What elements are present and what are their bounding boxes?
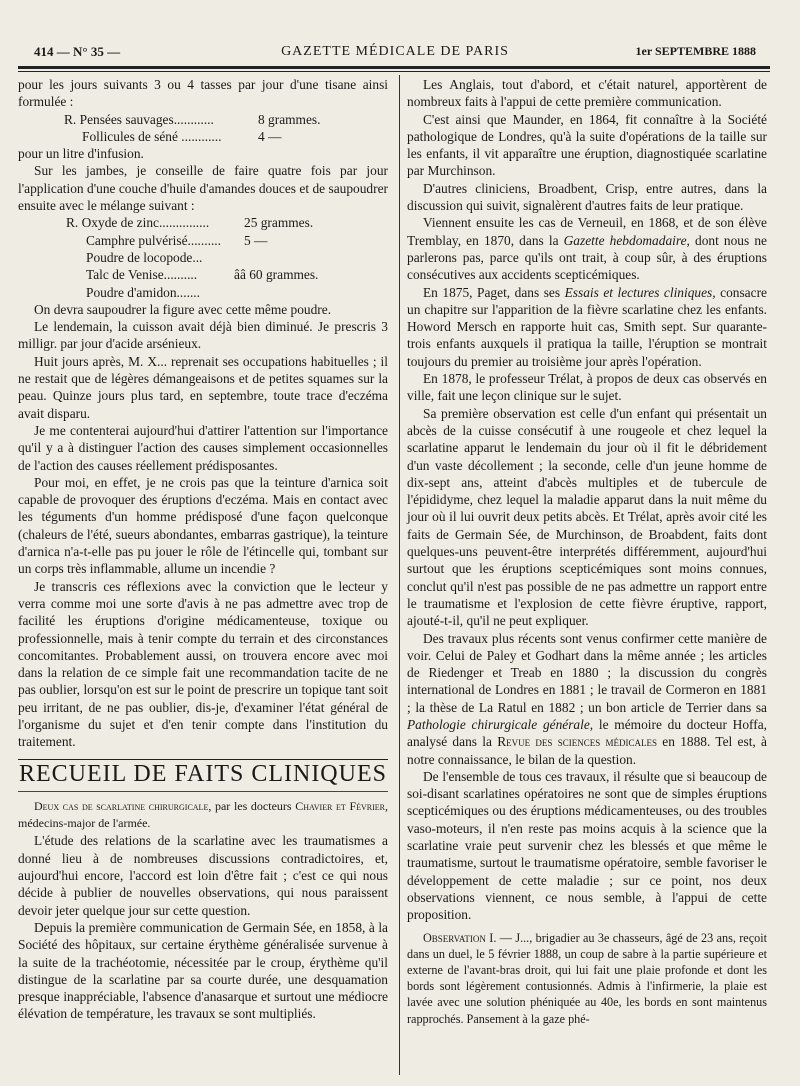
case-title: Deux cas de scarlatine chirurgicale, par les docteurs Chavier et Février, médecins-major de l'armée.: [18, 798, 389, 831]
paragraph: L'étude des relations de la scarlatine avec les traumatismes a donné lieu à de nombreuses discussions contradictoires, et, aujourd'hui encore, l'accord est loin d'être fait ; c'est ce qui nous décide à publier de nouvelles observations, qui nous paraissent devoir jeter quelque jour sur cette question.: [18, 833, 388, 918]
column-divider: [399, 75, 400, 1075]
issue-date: 1er SEPTEMBRE 1888: [635, 44, 756, 58]
paragraph: Je transcris ces réflexions avec la conviction que le lecteur y verra comme moi une sorte d'avis à ne pas admettre avec trop de facilité les éruptions d'origine médicamenteuse, toxique ou professionnelle, mais à tenir compte du terrain et des circonstances concomitantes. Probablement aussi, on trouvera encore avec moi dans la relation de ce simple fait une recommandation tacite de ne pas oublier, lorsqu'on est sur le point de prescrire un topique tant soit peu irritant, de ne pas oublier, dis-je, d'examiner l'état général de l'organisme du sujet et d'en tenir compte dans l'institution du traitement.: [18, 578, 388, 750]
right-column: [407, 76, 767, 1027]
paragraph: Le lendemain, la cuisson avait déjà bien diminué. Je prescris 3 milligr. par jour d'acide arsénieux.: [18, 319, 388, 352]
paragraph: De l'ensemble de tous ces travaux, il résulte que si beaucoup de soi-disant scarlatines opératoires ne sont que de simples éruptions scepticémiques ou des éruptions médicamenteuses, ou des troubles vaso-moteurs, il n'en reste pas moins acquis à la science que la scarlatine vraie peut survenir chez les blessés et que même le traumatisme, surtout le traumatisme opératoire, semble favoriser le développement de cette maladie ; sur ce point, nos deux observations viennent, ce nous semble, à l'appui de cette proposition.: [407, 768, 767, 923]
paragraph: Viennent ensuite les cas de Verneuil, en 1868, et de son élève Tremblay, en 1870, dans la Gazette hebdomadaire, dont nous ne parlerons pas, parce qu'ils ont trait, à coup sûr, à des éruptions consécutives aux accidents scepticémiques.: [407, 215, 767, 283]
paragraph: Les Anglais, tout d'abord, et c'était naturel, apportèrent de nombreux faits à l'appui de cette première communication.: [407, 77, 767, 110]
header-rule: [18, 66, 770, 69]
left-column: [18, 76, 388, 1023]
prescription-1: [18, 111, 388, 146]
prescription-line: Camphre pulvérisé.......... 5 —: [86, 232, 268, 248]
prescription-line: Poudre de locopode...: [86, 249, 203, 265]
page-header: [34, 40, 756, 62]
observation-label: Observation I. —: [423, 930, 512, 945]
prescription-line: Poudre d'amidon.......: [86, 284, 200, 300]
page-number: 414 — N° 35 —: [34, 44, 121, 59]
prescription-line: Talc de Venise.......... ââ 60 grammes.: [86, 267, 319, 283]
paragraph: Huit jours après, M. X... reprenait ses occupations habituelles ; il ne restait que de légères démangeaisons et de petites squames sur la peau. Quinze jours plus tard, en septembre, toute trace d'eczéma avait disparu.: [18, 353, 388, 421]
prescription-line: R. Oxyde de zinc............... 25 grammes.: [66, 215, 314, 231]
paragraph: Sa première observation est celle d'un enfant qui présentait un abcès de la cuisse consécutif à une rougeole et chez lequel la scarlatine apparut le lendemain du jour où il fit le débridement d'un vaste décollement ; la seconde, celle d'un jeune homme de dix-sept ans, atteint d'abcès multiples et de tubercule de l'épididyme, chez lequel la maladie apparut dans la nuit même du jour où il lui ouvrit deux petits abcès. Et Trélat, après avoir cité les faits de Germain Sée, de Murchinson, de Broabdent, faits dont quelques-uns peuvent-être interprétés différemment, aujourd'hui surtout que les éruptions scepticémiques sont moins connues, conclut qu'il n'est pas possible de ne pas admettre un rapport entre le traumatisme et l'explosion de cette fièvre éruptive, rapport, ajouté-t-il, qu'il ne peut expliquer.: [407, 405, 767, 629]
section-rule: [18, 759, 388, 760]
paragraph: Je me contenterai aujourd'hui d'attirer l'attention sur l'importance qu'il y a à distinguer l'action des causes simplement occasionnelles de l'action des causes réellement prédisposantes.: [18, 422, 388, 473]
section-title: RECUEIL DE FAITS CLINIQUES: [18, 762, 388, 792]
paragraph: D'autres cliniciens, Broadbent, Crisp, entre autres, dans la discussion qui suivit, signalèrent d'autres faits de leur pratique.: [407, 180, 767, 214]
header-rule-thin: [18, 71, 770, 72]
paragraph: On devra saupoudrer la figure avec cette même poudre.: [34, 301, 332, 317]
paragraph: pour les jours suivants 3 ou 4 tasses par jour d'une tisane ainsi formulée :: [18, 77, 388, 110]
paragraph: Sur les jambes, je conseille de faire quatre fois par jour l'application d'une couche d'huile d'amandes douces et de saupoudrer ensuite avec le mélange suivant :: [18, 163, 388, 214]
paragraph: En 1875, Paget, dans ses Essais et lectures cliniques, consacre un chapitre sur l'apparition de la fièvre scarlatine chez les enfants. Howord Mersch en rapporte huit cas, Smith sept. Sur quarante-trois enfants auxquels il pratiqua la taille, l'éruption se montrait toujours du premier au troisième jour après l'opération.: [407, 284, 767, 369]
paragraph: Depuis la première communication de Germain Sée, en 1858, à la Société des hôpitaux, sur certaine érythème généralisée survenue à la suite de la trachéotomie, nécessitée par le croup, érythème qu'il distingue de la scarlatine par sa courte durée, une desquamation presque inappréciable, l'absence d'anasarque et surtout une médiocre élévation de température, les travaux se sont multipliés.: [18, 919, 388, 1022]
prescription-line: R. Pensées sauvages............ 8 grammes.: [64, 111, 321, 127]
paragraph: Pour moi, en effet, je ne crois pas que la teinture d'arnica soit capable de provoquer des éruptions d'eczéma. Mais en contact avec les téguments d'un homme prédisposé d'une façon quelconque (chaleurs de l'été, sueurs abondantes, embarras gastrique), la teinture d'arnica n'a-t-elle pas pu jouer le rôle de l'étincelle qui, tombant sur un corps très inflammable, allume un incendie ?: [18, 474, 388, 577]
paragraph: En 1878, le professeur Trélat, à propos de deux cas observés en ville, fait une leçon clinique sur le sujet.: [407, 371, 767, 404]
paragraph: Des travaux plus récents sont venus confirmer cette manière de voir. Celui de Paley et Godhart dans la même année ; les articles de Riedenger et Treab en 1880 ; la discussion du congrès international de Londres en 1881 ; le travail de Cormeron en 1881 ; la thèse de La Ratul en 1882 ; un bon article de Terrier dans sa Pathologie chirurgicale générale, le mémoire du docteur Hoffa, analysé dans la Revue des sciences médicales en 1888. Tel est, à notre connaissance, le bilan de la question.: [407, 630, 768, 767]
prescription-2: [18, 214, 388, 300]
paragraph: C'est ainsi que Maunder, en 1864, fit connaître à la Société pathologique de Londres, qu'à la suite d'opérations de la taille sur les enfants, il vit apparaître une éruption, diagnostiquée scarlatine par Murchinson.: [407, 111, 767, 179]
prescription-line: Follicules de séné ............ 4 —: [82, 128, 282, 144]
observation-paragraph: Observation I. — J..., brigadier au 3e chasseurs, âgé de 23 ans, reçoit dans un duel, le 5 février 1888, un coup de sabre à la partie supérieure et externe de l'avant-bras droit, qui lui fait une plaie profonde et dont les bords sont légèrement contusionnés. Admis à l'infirmerie, la plaie est lavée avec une solution phéniquée au 40e, les bords en sont maintenus rapprochés. Pansement à la gaze phé-: [407, 930, 767, 1026]
paragraph: pour un litre d'infusion.: [18, 146, 144, 162]
journal-title: GAZETTE MÉDICALE DE PARIS: [281, 44, 509, 59]
